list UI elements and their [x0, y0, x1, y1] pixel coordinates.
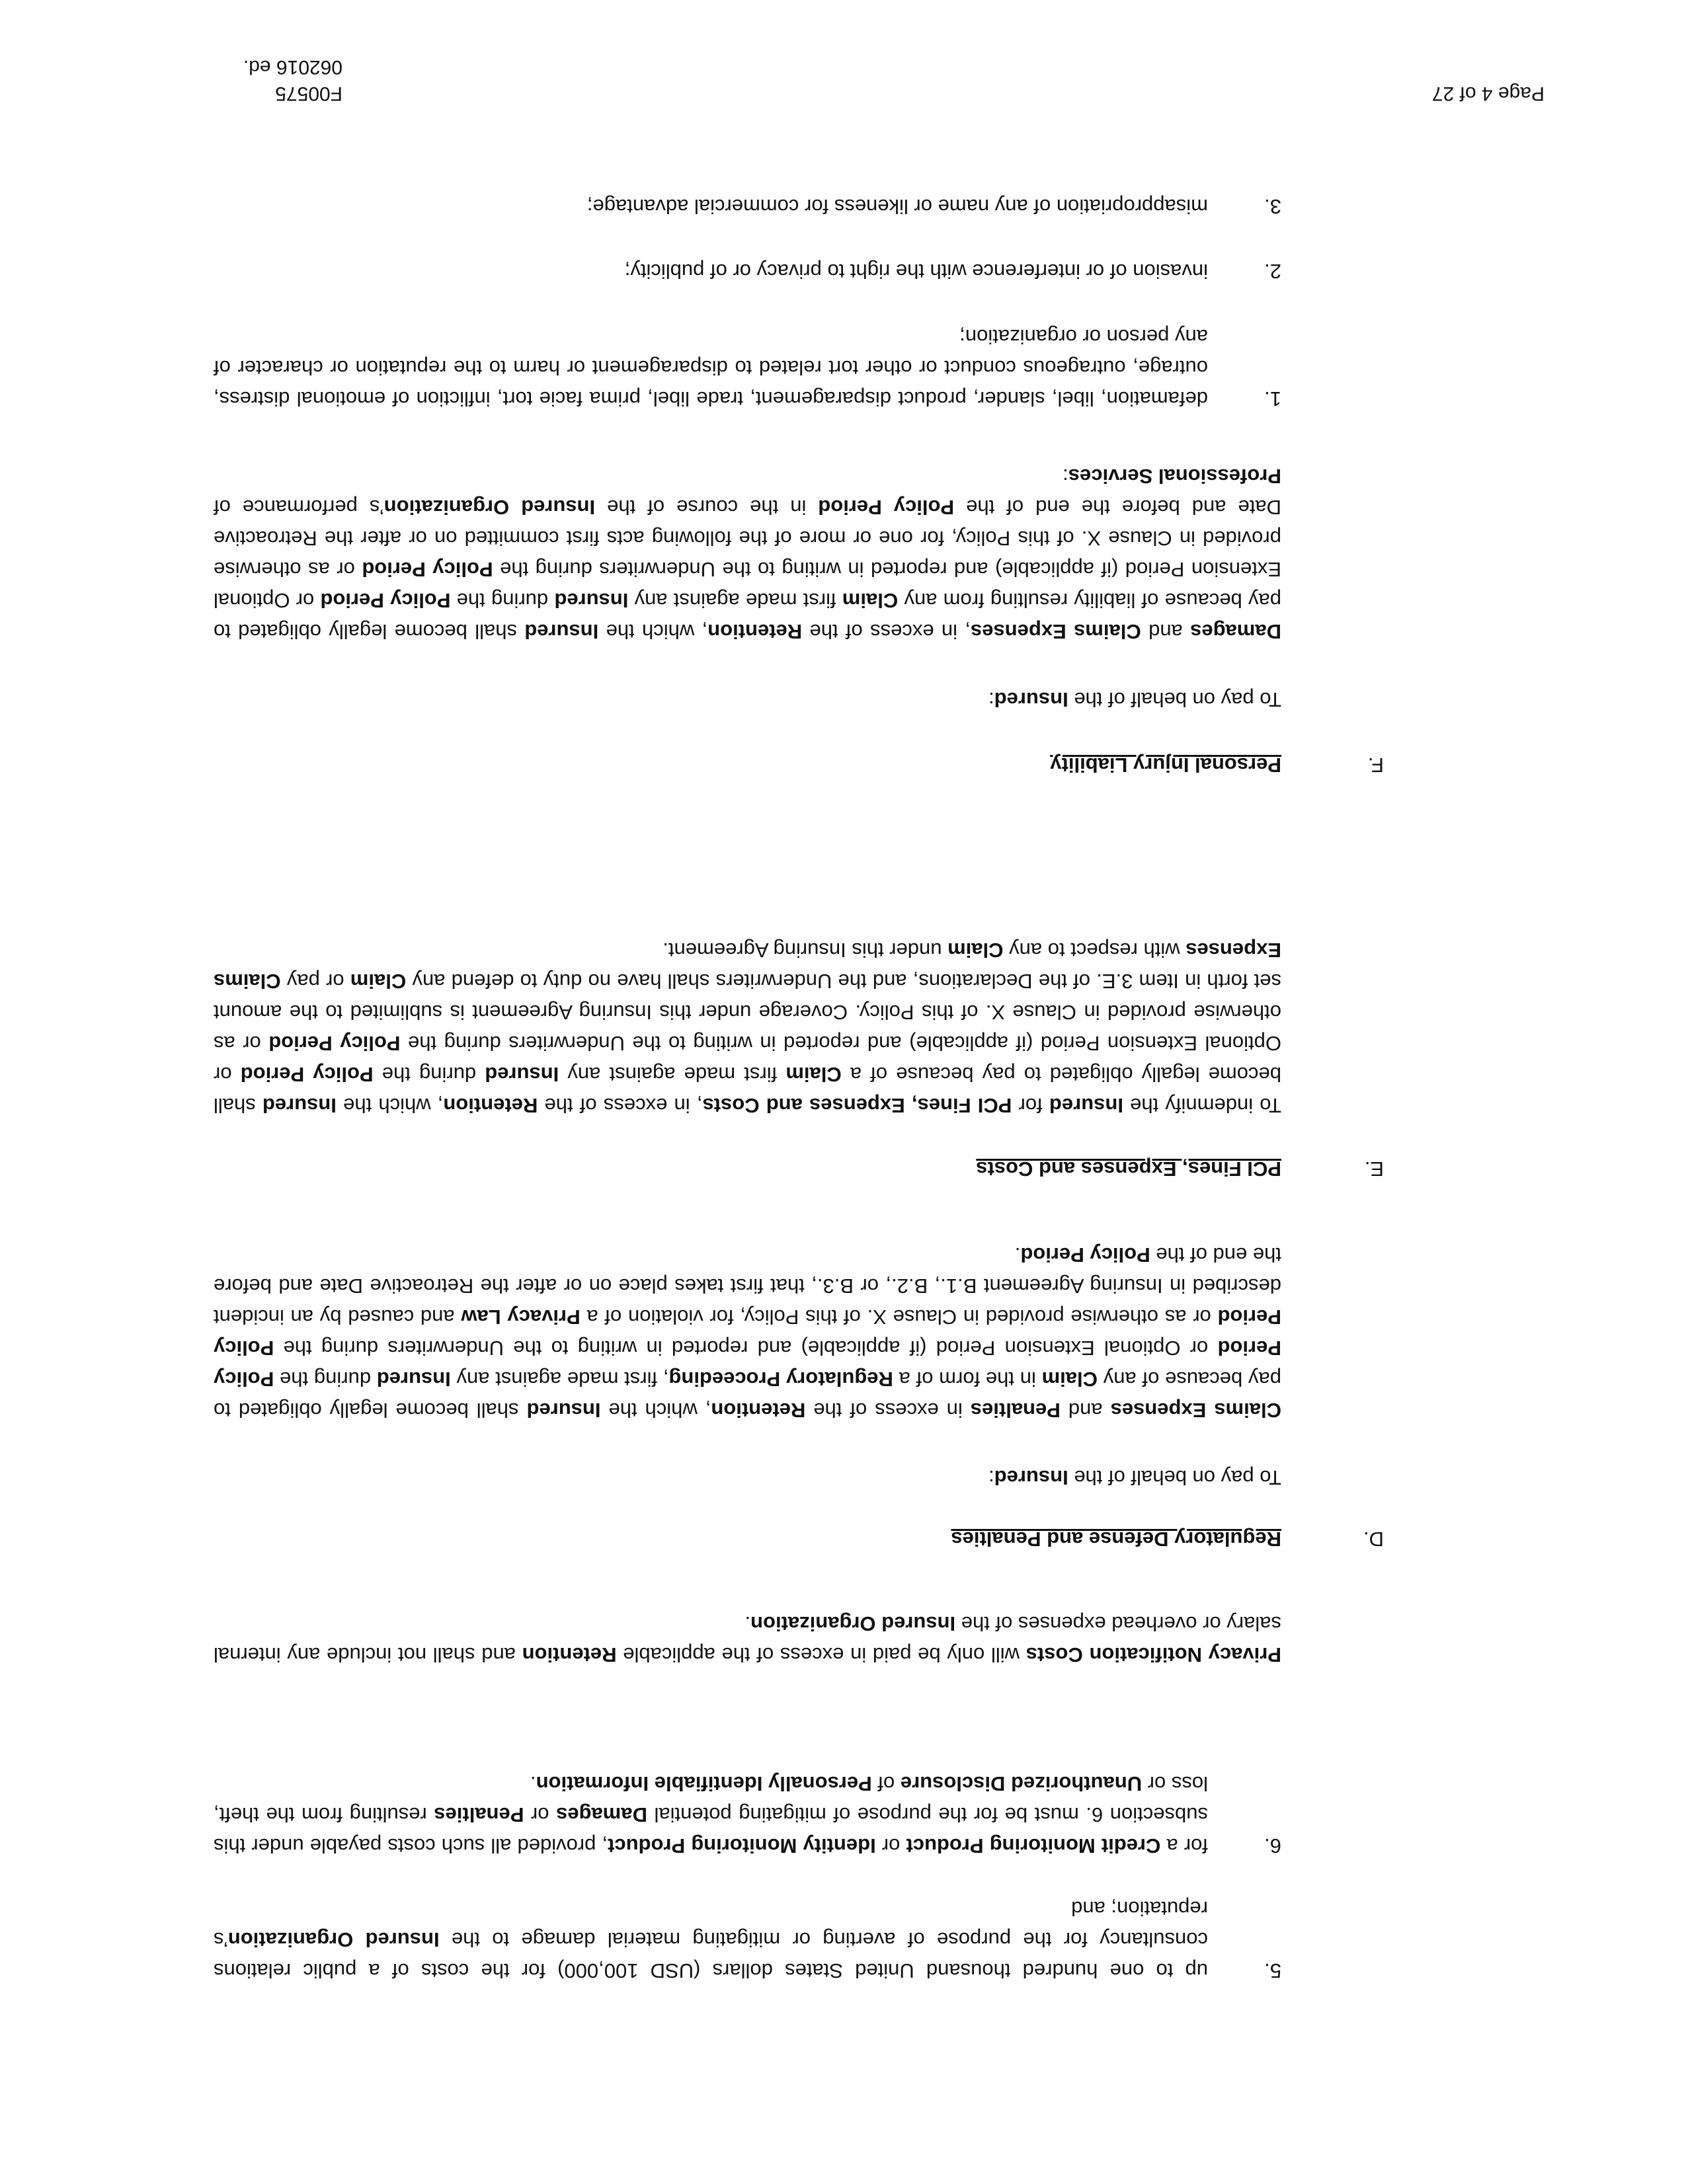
- item-6-number: 6.: [1264, 1834, 1281, 1857]
- section-f-item-3-number: 3.: [1264, 195, 1281, 218]
- section-d-intro: To pay on behalf of the Insured:: [988, 1466, 1281, 1489]
- item-5-number: 5.: [1264, 1959, 1281, 1982]
- section-e-body: To indemnify the Insured for PCI Fines, Expenses and Costs, in excess of the Retention, which the Insured shall become legally obligated to pay because of a Claim first made against any Insured during the Policy Period or Optional Extension Period (if applicable) and reported in writing to the Underwriters during the Policy Period or as otherwise provided in Clause X. of this Policy. Coverage under this Insuring Agreement is sublimited to the amount set forth in Item 3.E. of the Declarations, and the Underwriters shall have no duty to defend any Claim or pay Claims Expenses with respect to any Claim under this Insuring Agreement.: [214, 939, 1281, 1117]
- privacy-notification-paragraph: Privacy Notification Costs will only be paid in excess of the applicable Retention and shall not include any internal salary or overhead expenses of the Insured Organization.: [214, 1612, 1281, 1666]
- section-f-item-3-text: misappropriation of any name or likeness for commercial advantage;: [586, 195, 1208, 218]
- footer-form-number: F00575: [275, 83, 342, 104]
- section-f-item-2-text: invasion of or interference with the right to privacy or of publicity;: [624, 260, 1208, 283]
- section-f-item-2-number: 2.: [1264, 260, 1281, 283]
- section-e-letter: E.: [1364, 1157, 1384, 1181]
- section-d-letter: D.: [1363, 1528, 1384, 1551]
- section-e-title: PCI Fines, Expenses and Costs: [976, 1157, 1281, 1181]
- section-f-item-1-text: defamation, libel, slander, product disparagement, trade libel, prima facie tort, infliction of emotional distress, outrage, outrageous conduct or other tort related to disparagement or harm to the reputation or character of any person or organization;: [214, 325, 1208, 410]
- section-f-letter: F.: [1367, 754, 1384, 777]
- footer-edition: 062016 ed.: [243, 56, 342, 78]
- section-f-title: Personal Injury Liability: [1050, 754, 1281, 777]
- footer-page-number: Page 4 of 27: [1431, 83, 1545, 104]
- section-f-intro: To pay on behalf of the Insured:: [988, 688, 1281, 711]
- section-d-title: Regulatory Defense and Penalties: [951, 1528, 1281, 1551]
- section-f-body: Damages and Claims Expenses, in excess of the Retention, which the Insured shall become legally obligated to pay because of liability resulting from any Claim first made against any Insured during the Policy Period or Optional Extension Period (if applicable) and reported in writing to the Underwriters during the Policy Period or as otherwise provided in Clause X. of this Policy, for one or more of the following acts first committed on or after the Retroactive Date and before the end of the Policy Period in the course of the Insured Organization’s performance of Professional Services:: [213, 465, 1281, 643]
- section-d-body: Claims Expenses and Penalties in excess of the Retention, which the Insured shall become legally obligated to pay because of any Claim in the form of a Regulatory Proceeding, first made against any Insured during the Policy Period or Optional Extension Period (if applicable) and reported in writing to the Underwriters during the Policy Period or as otherwise provided in Clause X. of this Policy, for violation of a Privacy Law and caused by an incident described in Insuring Agreement B.1., B.2., or B.3., that first takes place on or after the Retroactive Date and before the end of the Policy Period.: [213, 1243, 1281, 1422]
- section-f-item-1-number: 1.: [1264, 387, 1281, 410]
- item-5-text: up to one hundred thousand United States dollars (USD 100,000) for the costs of a public relations consultancy for the purpose of averting or mitigating material damage to the Insured Organization’s reputation; and: [213, 1897, 1208, 1982]
- item-6-text: for a Credit Monitoring Product or Identity Monitoring Product, provided all such costs payable under this subsection 6. must be for the purpose of mitigating potential Damages or Penalties resulting from the theft, loss or Unauthorized Disclosure of Personally Identifiable Information.: [213, 1772, 1208, 1857]
